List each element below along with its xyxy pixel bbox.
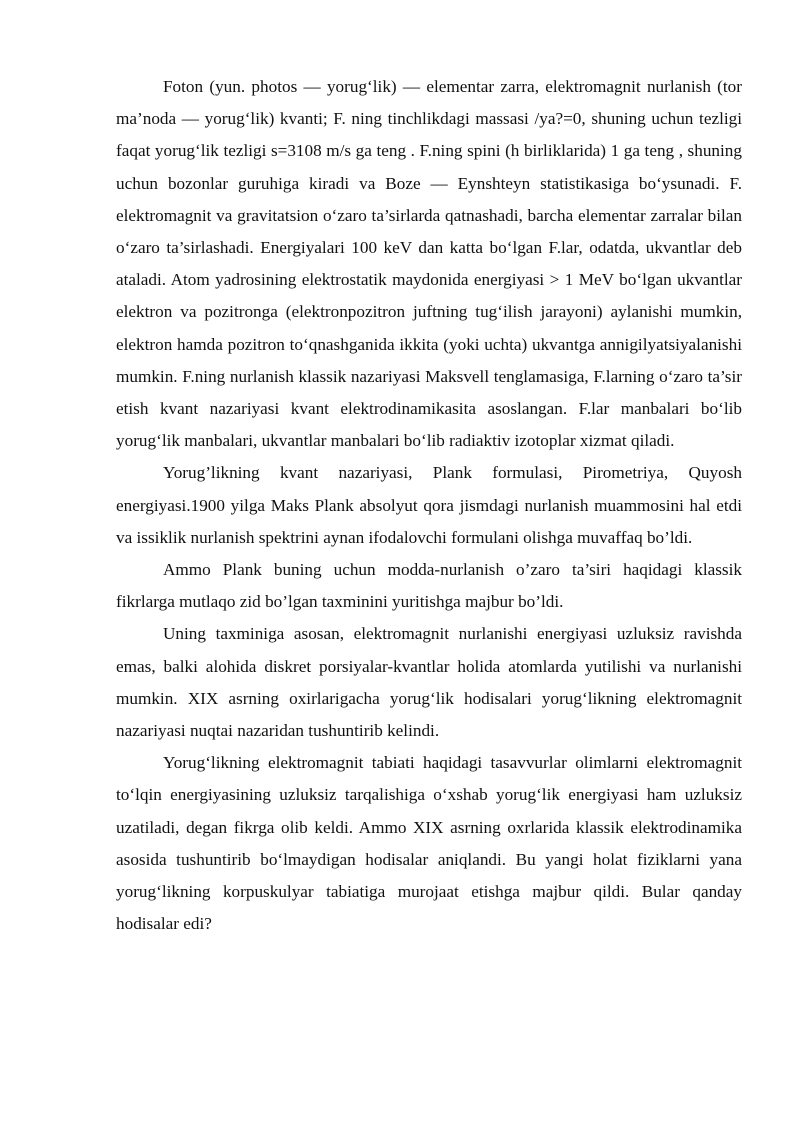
paragraph-photon-definition: Foton (yun. photos — yorug‘lik) — elementar zarra, elektromagnit nurlanish (tor ma’noda — yorug‘lik) kvanti; F. ning tinchlikdagi massasi /ya?=0, shuning uchun tezligi faqat yorug‘lik tezligi s=3108 m/s ga teng . F.ning spini (h birliklarida) 1 ga teng , shuning uchun bozonlar guruhiga kiradi va Boze — Eynshteyn statistikasiga bo‘ysunadi. F. elektromagnit va gravitatsion o‘zaro ta’sirlarda qatnashadi, barcha elementar zarralar bilan o‘zaro ta’sirlashadi. Energiyalari 100 keV dan katta bo‘lgan F.lar, odatda, ukvantlar deb ataladi. Atom yadrosining elektrostatik maydonida energiyasi > 1 MeV bo‘lgan ukvantlar elektron va pozitronga (elektronpozitron juftning tug‘ilish jarayoni) aylanishi mumkin, elektron hamda pozitron to‘qnashganida ikkita (yoki uchta) ukvantga annigilyatsiyalanishi mumkin. F.ning nurlanish klassik nazariyasi Maksvell tenglamasiga, F.larning o‘zaro ta’sir etish kvant nazariyasi kvant elektrodinamikasita asoslangan. F.lar manbalari bo‘lib yorug‘lik manbalari, ukvantlar manbalari bo‘lib radiaktiv izotoplar xizmat qiladi.: [116, 77, 742, 451]
paragraph-electromagnetic-nature: Yorug‘likning elektromagnit tabiati haqidagi tasavvurlar olimlarni elektromagnit to‘lqin energiyasining uzluksiz tarqalishiga o‘xshab yorug‘lik energiyasi ham uzluksiz uzatiladi, degan fikrga olib keldi. Ammo XIX asrning oxrlarida klassik elektrodinamika asosida tushuntirib bo‘lmaydigan hodisalar aniqlandi. Bu yangi holat fiziklarni yana yorug‘likning korpuskulyar tabiatiga murojaat etishga majbur qildi. Bular qanday hodisalar edi?: [116, 753, 742, 934]
paragraph-quantum-theory: Yorug’likning kvant nazariyasi, Plank formulasi, Pirometriya, Quyosh energiyasi.1900 yilga Maks Plank absolyut qora jismdagi nurlanish muammosini hal etdi va issiklik nurlanish spektrini aynan ifodalovchi formulani olishga muvaffaq bo’ldi.: [116, 463, 742, 547]
paragraph-discrete-portions: Uning taxminiga asosan, elektromagnit nurlanishi energiyasi uzluksiz ravishda emas, balki alohida diskret porsiyalar-kvantlar holida atomlarda yutilishi va nurlanishi mumkin. XIX asrning oxirlarigacha yorug‘lik hodisalari yorug‘likning elektromagnit nazariyasi nuqtai nazaridan tushuntirib kelindi.: [116, 624, 742, 741]
document-body: [116, 71, 742, 940]
paragraph-planck-assumption: Ammo Plank buning uchun modda-nurlanish o’zaro ta’siri haqidagi klassik fikrlarga mutlaqo zid bo’lgan taxminini yuritishga majbur bo’ldi.: [116, 560, 742, 612]
